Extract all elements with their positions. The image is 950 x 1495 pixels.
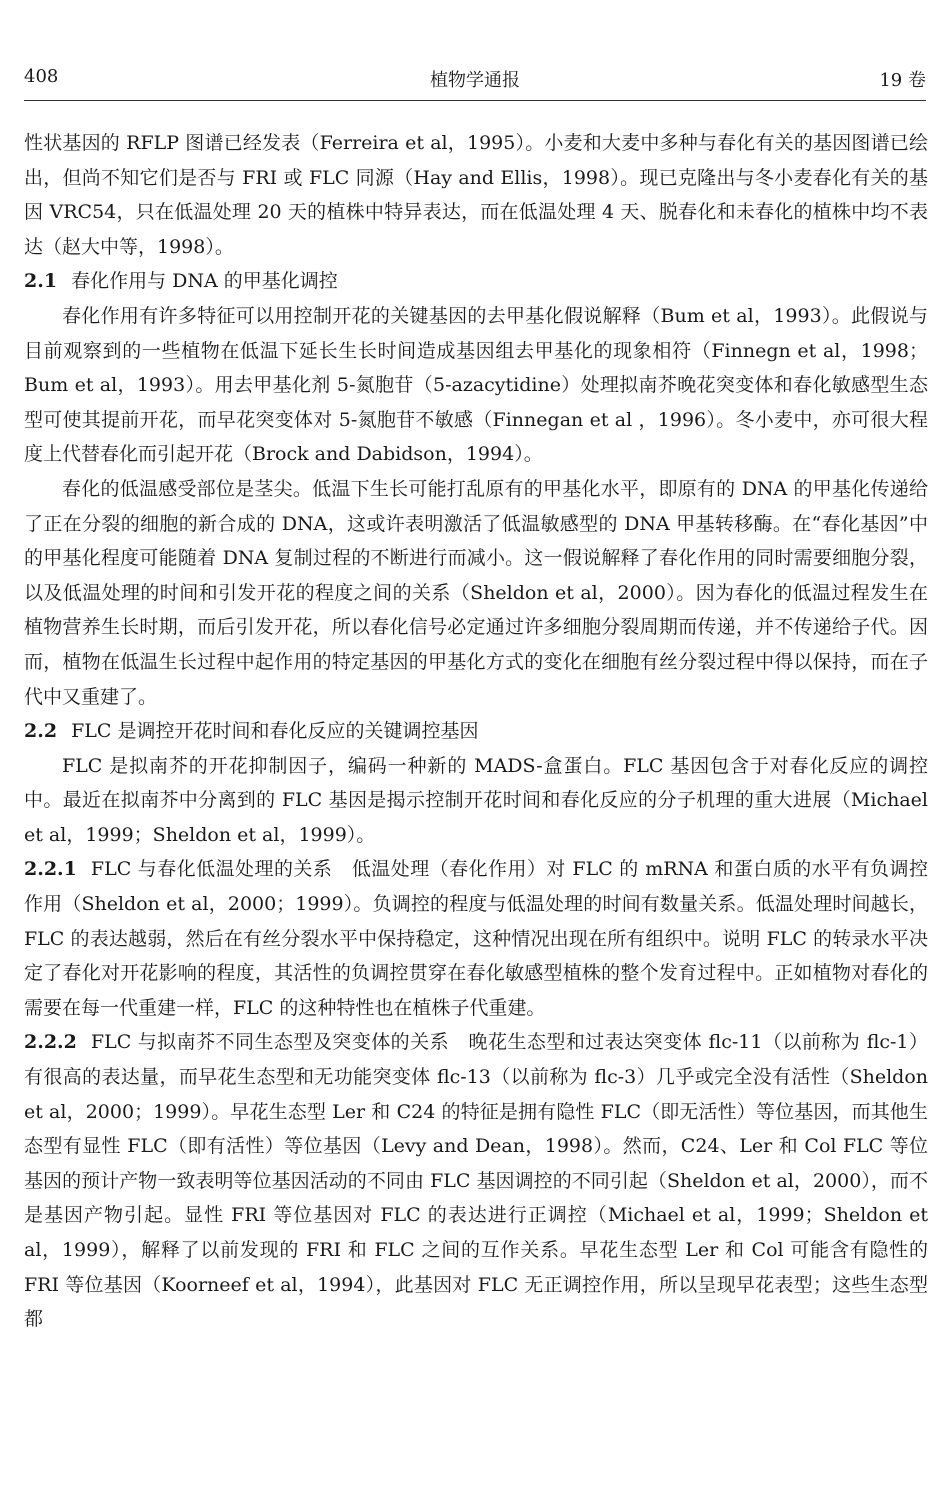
paragraph: 性状基因的 RFLP 图谱已经发表（Ferreira et al，1995）。小麦和大麦中多种与春化有关的基因图谱已绘出，但尚不知它们是否与 FRI 或 FLC 同源（Hay and Ellis，1998）。现已克隆出与冬小麦春化有关的基因 VRC54，只在低温处理 20 天的植株中特异表达，而在低温处理 4 天、脱春化和未春化的植株中均不表达（赵大中等，1998）。 [24,132,928,258]
subsection-title: FLC 与拟南芥不同生态型及突变体的关系 [90,1031,450,1054]
section-number: 2.1 [24,270,58,293]
paragraph: FLC 是拟南芥的开花抑制因子，编码一种新的 MADS-盒蛋白。FLC 基因包含于对春化反应的调控中。最近在拟南芥中分离到的 FLC 基因是揭示控制开花时间和春化反应的分子机理的重大进展（Michael et al，1999；Sheldon et al，1999）。 [24,754,928,846]
body-text [24,126,928,1337]
paragraph: 春化作用有许多特征可以用控制开花的关键基因的去甲基化假说解释（Bum et al，1993）。此假说与目前观察到的一些植物在低温下延长生长时间造成基因组去甲基化的现象相符（Finnegn et al，1998；Bum et al，1993）。用去甲基化剂 5-氮胞苷（5-azacytidine）处理拟南芥晚花突变体和春化敏感型生态型可使其提前开花，而早花突变体对 5-氮胞苷不敏感（Finnegan et al ，1996）。冬小麦中，亦可很大程度上代替春化而引起开花（Brock and Dabidson，1994）。 [24,304,928,466]
page-number: 408 [24,66,59,87]
section-heading [24,264,928,299]
section-title: 春化作用与 DNA 的甲基化调控 [71,270,338,293]
subsection-title: FLC 与春化低温处理的关系 [90,858,333,881]
subsection-text: 低温处理（春化作用）对 FLC 的 mRNA 和蛋白质的水平有负调控作用（Sheldon et al，2000；1999）。负调控的程度与低温处理的时间有数量关系。低温处理时间越长，FLC 的表达越弱，然后在有丝分裂水平中保持稳定，这种情况出现在所有组织中。说明 FLC 的转录水平决定了春化对开花影响的程度，其活性的负调控贯穿在春化敏感型植株的整个发育过程中。正如植物对春化的需要在每一代重建一样，FLC 的这种特性也在植株子代重建。 [24,858,928,1019]
running-header [24,60,926,101]
section-heading [24,714,928,749]
paragraph: 春化的低温感受部位是茎尖。低温下生长可能打乱原有的甲基化水平，即原有的 DNA 的甲基化传递给了正在分裂的细胞的新合成的 DNA，这或许表明激活了低温敏感型的 DNA 甲基转移酶。在“春化基因”中的甲基化程度可能随着 DNA 复制过程的不断进行而减小。这一假说解释了春化作用的同时需要细胞分裂，以及低温处理的时间和引发开花的程度之间的关系（Sheldon et al，2000）。因为春化的低温过程发生在植物营养生长时期，而后引发开花，所以春化信号必定通过许多细胞分裂周期而传递，并不传递给子代。因而，植物在低温生长过程中起作用的特定基因的甲基化方式的变化在细胞有丝分裂过程中得以保持，而在子代中又重建了。 [24,477,928,708]
subsection-text: 晚花生态型和过表达突变体 flc-11（以前称为 flc-1）有很高的表达量，而早花生态型和无功能突变体 flc-13（以前称为 flc-3）几乎或完全没有活性（Sheldon et al，2000；1999）。早花生态型 Ler 和 C24 的特征是拥有隐性 FLC（即无活性）等位基因，而其他生态型有显性 FLC（即有活性）等位基因（Levy and Dean，1998）。然而，C24、Ler 和 Col FLC 等位基因的预计产物一致表明等位基因活动的不同由 FLC 基因调控的不同引起（Sheldon et al，2000），而不是基因产物引起。显性 FRI 等位基因对 FLC 的表达进行正调控（Michael et al，1999；Sheldon et al，1999），解释了以前发现的 FRI 和 FLC 之间的互作关系。早花生态型 Ler 和 Col 可能含有隐性的 FRI 等位基因（Koorneef et al，1994），此基因对 FLC 无正调控作用，所以呈现早花表型；这些生态型都 [24,1031,928,1331]
section-number: 2.2 [24,720,58,743]
subsection-paragraph [24,1025,928,1336]
subsection-paragraph [24,852,928,1025]
volume-label: 19 卷 [879,70,926,91]
section-title: FLC 是调控开花时间和春化反应的关键调控基因 [71,720,479,743]
journal-title: 植物学通报 [430,70,520,91]
subsection-number: 2.2.1 [24,858,77,881]
subsection-number: 2.2.2 [24,1031,77,1054]
